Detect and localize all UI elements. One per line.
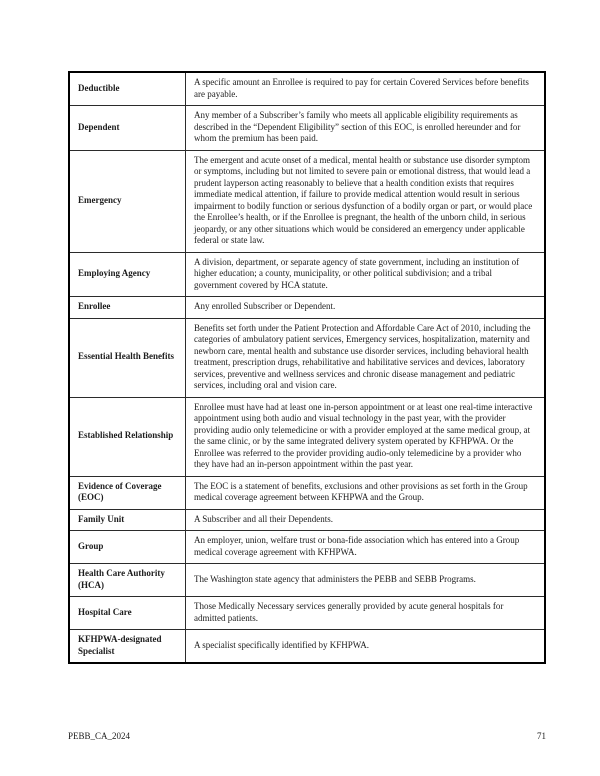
table-row: [69, 476, 545, 509]
definition-cell: Enrollee must have had at least one in-person appointment or at least one real-time interactive appointment using both audio and visual technology in the past year, with the provider providing audio only telemedicine or with a provider employed at the same medical group, at the same clinic, or by the same integrated delivery system operated by KFHPWA. Or the Enrollee was referred to the provider providing audio-only telemedicine by a provider who they have had an in-person appointment within the past year.: [186, 397, 546, 476]
term-cell: Enrollee: [69, 297, 186, 319]
definitions-table: [68, 71, 546, 664]
definition-cell: The Washington state agency that administers the PEBB and SEBB Programs.: [186, 564, 546, 597]
definitions-table-container: [68, 71, 546, 664]
definition-cell: The EOC is a statement of benefits, exclusions and other provisions as set forth in the Group medical coverage agreement between KFHPWA and the Group.: [186, 476, 546, 509]
definition-cell: The emergent and acute onset of a medical, mental health or substance use disorder symptom or symptoms, including but not limited to severe pain or emotional distress, that would lead a prudent layperson acting reasonably to believe that a health condition exists that requires immediate medical attention, if failure to provide medical attention would result in serious impairment to bodily function or serious dysfunction of a bodily organ or part, or would place the Enrollee’s health, or if the Enrollee is pregnant, the health of the unborn child, in serious jeopardy, or any other situations which would be considered an emergency under applicable federal or state law.: [186, 150, 546, 252]
definition-cell: A specific amount an Enrollee is required to pay for certain Covered Services before benefits are payable.: [186, 72, 546, 106]
footer-page-number: 71: [537, 731, 546, 741]
term-cell: Established Relationship: [69, 397, 186, 476]
table-row: [69, 150, 545, 252]
table-row: [69, 252, 545, 297]
definition-cell: An employer, union, welfare trust or bona-fide association which has entered into a Group medical coverage agreement with KFHPWA.: [186, 531, 546, 564]
definition-cell: A Subscriber and all their Dependents.: [186, 509, 546, 531]
table-row: [69, 564, 545, 597]
term-cell: KFHPWA-designated Specialist: [69, 630, 186, 664]
footer-document-id: PEBB_CA_2024: [68, 731, 131, 741]
term-cell: Deductible: [69, 72, 186, 106]
definition-cell: A specialist specifically identified by KFHPWA.: [186, 630, 546, 664]
table-row: [69, 297, 545, 319]
table-row: [69, 509, 545, 531]
table-row: [69, 531, 545, 564]
definition-cell: Any enrolled Subscriber or Dependent.: [186, 297, 546, 319]
term-cell: Group: [69, 531, 186, 564]
table-row: [69, 106, 545, 151]
term-cell: Health Care Authority (HCA): [69, 564, 186, 597]
term-cell: Employing Agency: [69, 252, 186, 297]
definition-cell: Any member of a Subscriber’s family who meets all applicable eligibility requirements as described in the “Dependent Eligibility” section of this EOC, is enrolled hereunder and for whom the premium has been paid.: [186, 106, 546, 151]
term-cell: Emergency: [69, 150, 186, 252]
definitions-table-body: [69, 72, 545, 663]
term-cell: Evidence of Coverage (EOC): [69, 476, 186, 509]
table-row: [69, 630, 545, 664]
term-cell: Hospital Care: [69, 597, 186, 630]
term-cell: Family Unit: [69, 509, 186, 531]
term-cell: Essential Health Benefits: [69, 318, 186, 397]
table-row: [69, 397, 545, 476]
term-cell: Dependent: [69, 106, 186, 151]
definition-cell: Benefits set forth under the Patient Protection and Affordable Care Act of 2010, including the categories of ambulatory patient services, Emergency services, hospitalization, maternity and newborn care, mental health and substance use disorder services, including behavioral health treatment, prescription drugs, rehabilitative and habilitative services and devices, laboratory services, preventive and wellness services and chronic disease management and pediatric services, including oral and vision care.: [186, 318, 546, 397]
definition-cell: A division, department, or separate agency of state government, including an institution of higher education; a county, municipality, or other political subdivision; and a tribal government covered by HCA statute.: [186, 252, 546, 297]
definition-cell: Those Medically Necessary services generally provided by acute general hospitals for admitted patients.: [186, 597, 546, 630]
page-footer: [68, 731, 546, 742]
table-row: [69, 72, 545, 106]
table-row: [69, 597, 545, 630]
table-row: [69, 318, 545, 397]
